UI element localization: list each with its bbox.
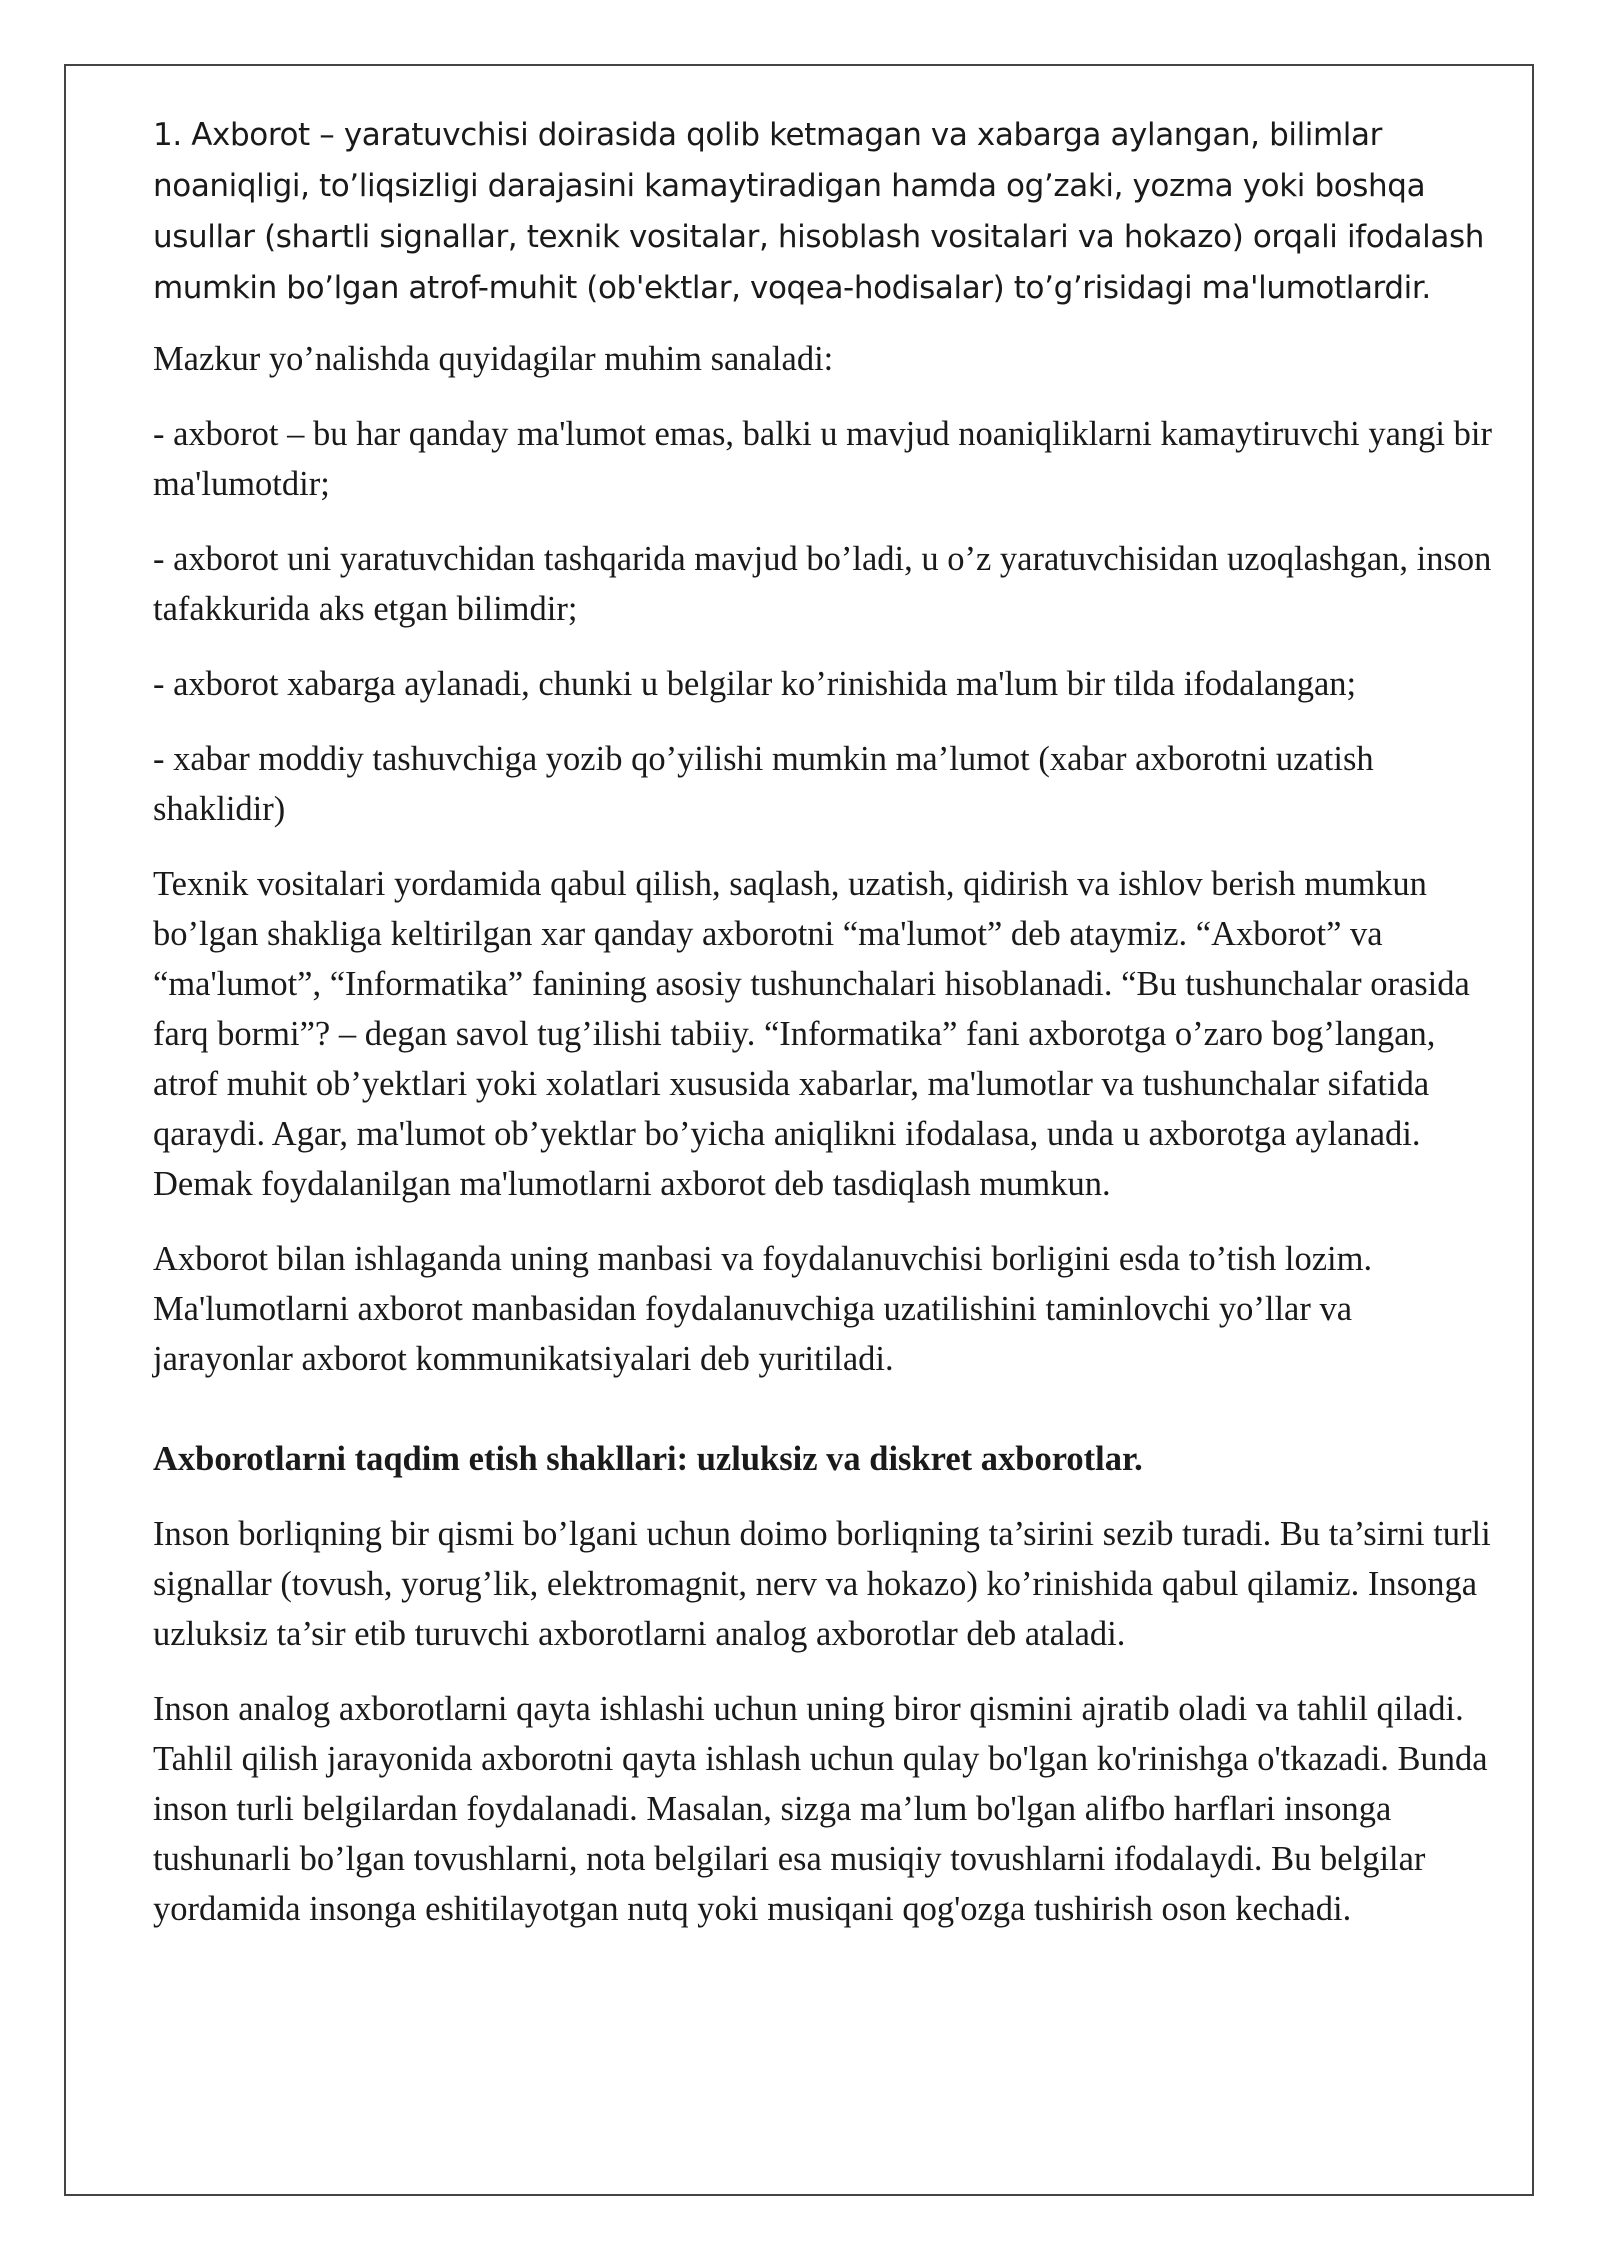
lead-paragraph: Mazkur yo’nalishda quyidagilar muhim sanaladi: [153, 340, 834, 378]
list-item: - axborot xabarga aylanadi, chunki u belgilar ko’rinishida ma'lum bir tilda ifodalangan; [153, 665, 1357, 703]
section-heading: Axborotlarni taqdim etish shakllari: uzluksiz va diskret axborotlar. [153, 1440, 1143, 1478]
body-paragraph: Inson borliqning bir qismi bo’lgani uchun doimo borliqning ta’sirini sezib turadi. Bu ta’sirni turli signallar (tovush, yorug’lik, elektromagnit, nerv va hokazo) ko’rinishida qabul qilamiz. Insonga uzluksiz ta’sir etib turuvchi axborotlarni analog axborotlar deb ataladi. [153, 1515, 1491, 1653]
list-item: - axborot uni yaratuvchidan tashqarida mavjud bo’ladi, u o’z yaratuvchisidan uzoqlashgan, inson tafakkurida aks etgan bilimdir; [153, 540, 1492, 628]
intro-paragraph: 1. Axborot – yaratuvchisi doirasida qolib ketmagan va xabarga aylangan, bilimlar noaniqligi, to’liqsizligi darajasini kamaytiradigan hamda og’zaki, yozma yoki boshqa usullar (shartli signallar, texnik vositalar, hisoblash vositalari va hokazo) orqali ifodalash mumkin bo’lgan atrof-muhit (ob'ektlar, voqea-hodisalar) to’g’risidagi ma'lumotlardir. [153, 117, 1484, 306]
body-paragraph: Axborot bilan ishlaganda uning manbasi va foydalanuvchisi borligini esda to’tish lozim. Ma'lumotlarni axborot manbasidan foydalanuvchiga uzatilishini taminlovchi yo’llar va jarayonlar axborot kommunikatsiyalari deb yuritiladi. [153, 1240, 1373, 1378]
body-paragraph: Inson analog axborotlarni qayta ishlashi uchun uning biror qismini ajratib oladi va tahlil qiladi. Tahlil qilish jarayonida axborotni qayta ishlash uchun qulay bo'lgan ko'rinishga o'tkazadi. Bunda inson turli belgilardan foydalanadi. Masalan, sizga ma’lum bo'lgan alifbo harflari insonga tushunarli bo’lgan tovushlarni, nota belgilari esa musiqiy tovushlarni ifodalaydi. Bu belgilar yordamida insonga eshitilayotgan nutq yoki musiqani qog'ozga tushirish oson kechadi. [153, 1690, 1488, 1928]
body-paragraph: Texnik vositalari yordamida qabul qilish, saqlash, uzatish, qidirish va ishlov berish mumkun bo’lgan shakliga keltirilgan xar qanday axborotni “ma'lumot” deb ataymiz. “Axborot” va “ma'lumot”, “Informatika” fanining asosiy tushunchalari hisoblanadi. “Bu tushunchalar orasida farq bormi”? – degan savol tug’ilishi tabiiy. “Informatika” fani axborotga o’zaro bog’langan, atrof muhit ob’yektlari yoki xolatlari xususida xabarlar, ma'lumotlar va tushunchalar sifatida qaraydi. Agar, ma'lumot ob’yektlar bo’yicha aniqlikni ifodalasa, unda u axborotga aylanadi. Demak foydalanilgan ma'lumotlarni axborot deb tasdiqlash mumkun. [153, 865, 1470, 1203]
document-body [153, 110, 1493, 1959]
list-item: - axborot – bu har qanday ma'lumot emas, balki u mavjud noaniqliklarni kamaytiruvchi yangi bir ma'lumotdir; [153, 415, 1492, 503]
list-item: - xabar moddiy tashuvchiga yozib qo’yilishi mumkin ma’lumot (xabar axborotni uzatish shaklidir) [153, 740, 1374, 828]
